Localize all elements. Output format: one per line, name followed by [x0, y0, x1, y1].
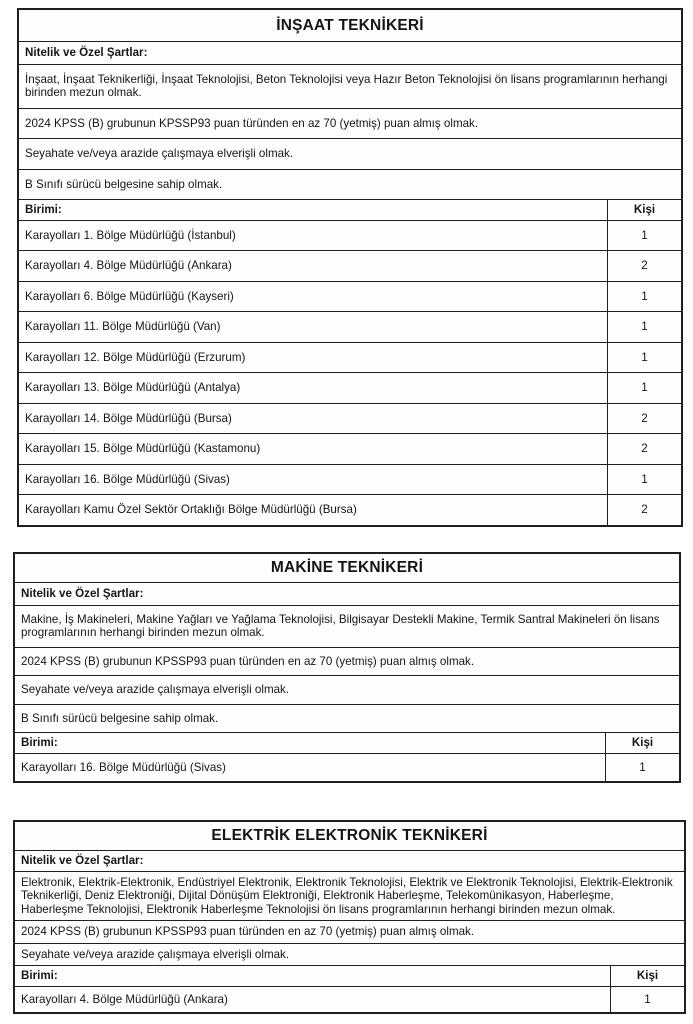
table-row — [19, 373, 681, 404]
table-row — [19, 282, 681, 313]
condition-text: Seyahate ve/veya arazide çalışmaya elverişli olmak. — [25, 147, 294, 160]
condition-text: Elektronik, Elektrik-Elektronik, Endüstriyel Elektronik, Elektronik Teknolojisi, Elektrik ve Elektronik Teknolojisi, Elektrik-Elektronik Teknikerliği, Deniz Elektroniği, Dijital Dönüşüm Elektroniği, Elektronik Haberleşme, Telekomünikasyon, Haberleşme, Haberleşme Teknolojisi, Elektronik Haberleşme Teknolojisi ön lisans programlarının herhangi birinden mezun olmak. — [21, 875, 673, 916]
table-row — [19, 251, 681, 282]
condition-row — [15, 705, 679, 734]
condition-text: Seyahate ve/veya arazide çalışmaya elverişli olmak. — [21, 947, 290, 961]
condition-row — [15, 676, 679, 705]
position-count: 2 — [607, 495, 681, 525]
condition-text: 2024 KPSS (B) grubunun KPSSP93 puan türünden en az 70 (yetmiş) puan almış olmak. — [21, 654, 475, 668]
position-count: 1 — [607, 465, 681, 495]
position-count: 1 — [610, 987, 684, 1013]
condition-row — [15, 606, 679, 648]
condition-row — [19, 170, 681, 201]
unit-column-header: Birimi: — [25, 203, 62, 216]
position-count: 2 — [607, 251, 681, 281]
table-elektrik-elektronik-teknikeri — [13, 820, 686, 1014]
condition-row — [19, 65, 681, 109]
unit-name: Karayolları 12. Bölge Müdürlüğü (Erzurum) — [25, 350, 246, 364]
position-count: 1 — [607, 282, 681, 312]
unit-name: Karayolları 15. Bölge Müdürlüğü (Kastamonu) — [25, 442, 261, 455]
unit-name: Karayolları 4. Bölge Müdürlüğü (Ankara) — [21, 992, 228, 1006]
conditions-header: Nitelik ve Özel Şartlar: — [15, 851, 684, 872]
table-makine-teknikeri — [13, 552, 681, 783]
condition-row — [15, 921, 684, 944]
condition-text: Makine, İş Makineleri, Makine Yağları ve Yağlama Teknolojisi, Bilgisayar Destekli Makine, Termik Santral Makineleri ön lisans programlarının herhangi birinden mezun olmak. — [21, 612, 660, 639]
position-count: 1 — [607, 343, 681, 373]
condition-row — [15, 872, 684, 922]
position-count: 2 — [607, 434, 681, 464]
conditions-list — [15, 606, 679, 734]
count-column-header: Kişi — [605, 733, 679, 753]
condition-row — [15, 648, 679, 677]
column-header-row — [19, 200, 681, 221]
unit-rows — [15, 987, 684, 1013]
table-insaat-teknikeri — [17, 8, 683, 527]
unit-name: Karayolları 16. Bölge Müdürlüğü (Sivas) — [25, 472, 230, 486]
conditions-list — [19, 65, 681, 201]
unit-rows — [19, 221, 681, 525]
table-row — [19, 465, 681, 496]
count-column-header: Kişi — [610, 966, 684, 986]
table-title: MAKİNE TEKNİKERİ — [15, 554, 679, 583]
table-row — [19, 404, 681, 435]
table-row — [19, 434, 681, 465]
table-row — [15, 987, 684, 1013]
condition-text: 2024 KPSS (B) grubunun KPSSP93 puan türünden en az 70 (yetmiş) puan almış olmak. — [21, 925, 475, 938]
unit-name: Karayolları 4. Bölge Müdürlüğü (Ankara) — [25, 259, 232, 272]
condition-text: İnşaat, İnşaat Teknikerliği, İnşaat Teknolojisi, Beton Teknolojisi veya Hazır Beton Teknolojisi ön lisans programlarının herhangi birinden mezun olmak. — [25, 72, 668, 99]
table-title: ELEKTRİK ELEKTRONİK TEKNİKERİ — [15, 822, 684, 851]
column-header-row — [15, 733, 679, 754]
condition-row — [19, 139, 681, 170]
unit-name: Karayolları 11. Bölge Müdürlüğü (Van) — [25, 320, 221, 333]
table-row — [19, 312, 681, 343]
unit-column-header: Birimi: — [21, 969, 58, 982]
condition-text: B Sınıfı sürücü belgesine sahip olmak. — [21, 711, 219, 725]
condition-row — [15, 944, 684, 967]
table-row — [19, 343, 681, 374]
unit-name: Karayolları 6. Bölge Müdürlüğü (Kayseri) — [25, 289, 234, 303]
table-row — [19, 495, 681, 525]
conditions-header: Nitelik ve Özel Şartlar: — [19, 42, 681, 65]
position-count: 2 — [607, 404, 681, 434]
unit-name: Karayolları 1. Bölge Müdürlüğü (İstanbul) — [25, 228, 236, 242]
condition-text: 2024 KPSS (B) grubunun KPSSP93 puan türünden en az 70 (yetmiş) puan almış olmak. — [25, 116, 479, 130]
table-row — [15, 754, 679, 782]
conditions-header: Nitelik ve Özel Şartlar: — [15, 583, 679, 606]
unit-name: Karayolları 14. Bölge Müdürlüğü (Bursa) — [25, 411, 232, 425]
unit-rows — [15, 754, 679, 782]
position-count: 1 — [607, 373, 681, 403]
conditions-list — [15, 872, 684, 967]
position-count: 1 — [607, 221, 681, 251]
unit-column-header: Birimi: — [21, 736, 58, 749]
condition-row — [19, 109, 681, 140]
table-title: İNŞAAT TEKNİKERİ — [19, 10, 681, 42]
condition-text: B Sınıfı sürücü belgesine sahip olmak. — [25, 177, 223, 191]
position-count: 1 — [605, 754, 679, 782]
unit-name: Karayolları 16. Bölge Müdürlüğü (Sivas) — [21, 760, 226, 774]
unit-name: Karayolları Kamu Özel Sektör Ortaklığı Bölge Müdürlüğü (Bursa) — [25, 503, 357, 516]
condition-text: Seyahate ve/veya arazide çalışmaya elverişli olmak. — [21, 683, 290, 696]
unit-name: Karayolları 13. Bölge Müdürlüğü (Antalya) — [25, 381, 241, 394]
table-row — [19, 221, 681, 252]
position-count: 1 — [607, 312, 681, 342]
count-column-header: Kişi — [607, 200, 681, 220]
column-header-row — [15, 966, 684, 987]
